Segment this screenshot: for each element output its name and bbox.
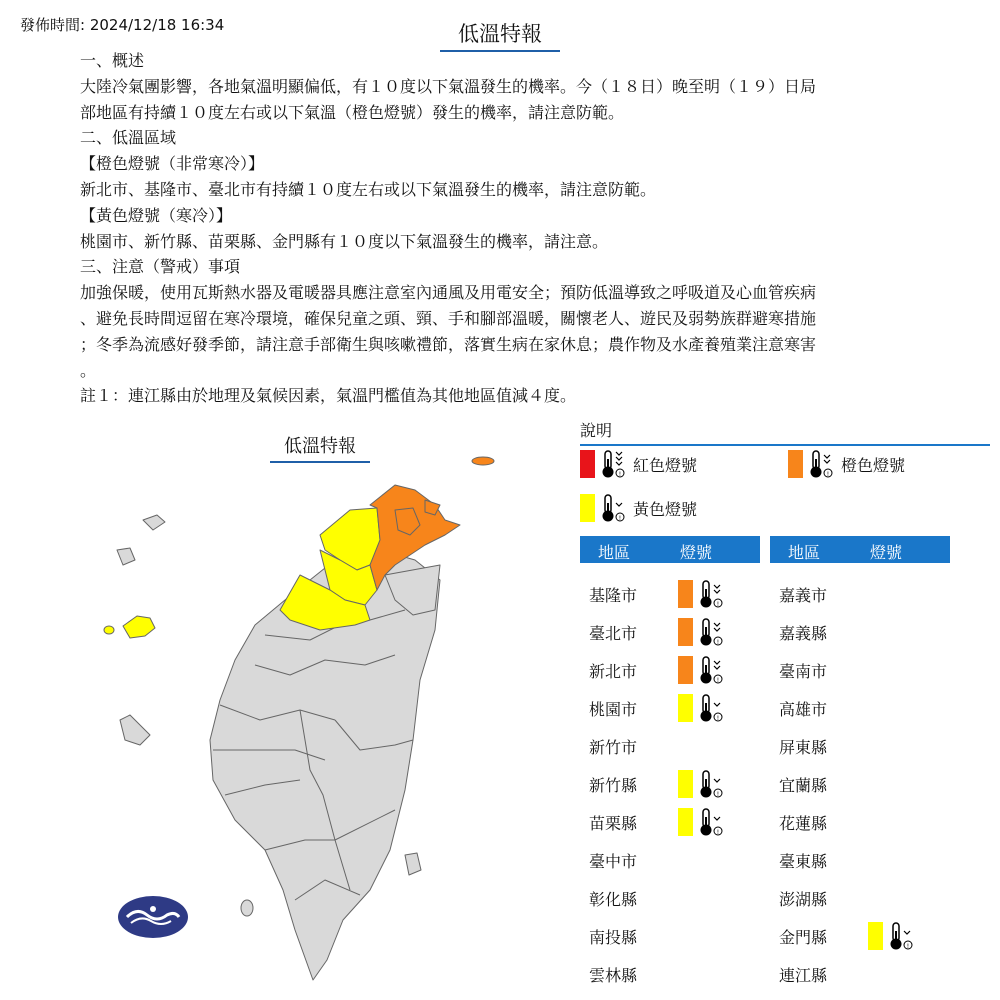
orange-signal-text: 新北市、基隆市、臺北市有持續１０度左右或以下氣溫發生的機率，請注意防範。	[80, 179, 657, 199]
thermometer-icon	[697, 655, 725, 685]
thermometer-icon	[599, 493, 627, 523]
publish-time: 發佈時間: 2024/12/18 16:34	[20, 16, 225, 34]
precaution-line-3: ；冬季為流感好發季節，請注意手部衛生與咳嗽禮節，落實生病在家休息；農作物及水產養殖業注意寒害	[80, 334, 817, 354]
map-region-green-island	[405, 853, 421, 875]
legend-red-swatch	[580, 450, 595, 478]
thermometer-icon	[697, 693, 725, 723]
thermometer-icon	[887, 921, 915, 951]
legend-orange-swatch	[788, 450, 803, 478]
column-header-region: 地區	[598, 543, 631, 562]
table-row	[580, 579, 760, 609]
table-row	[770, 693, 950, 723]
region-name: 澎湖縣	[779, 890, 828, 909]
table-row	[580, 731, 760, 761]
table-row	[770, 883, 950, 913]
region-name: 新竹市	[589, 738, 638, 757]
signal-yellow	[868, 921, 921, 951]
region-name: 臺南市	[779, 662, 828, 681]
region-name: 南投縣	[589, 928, 638, 947]
table-row	[580, 693, 760, 723]
signal-swatch	[678, 808, 693, 836]
signal-yellow	[678, 807, 731, 837]
yellow-signal-heading: 【黃色燈號（寒冷）】	[80, 205, 233, 225]
region-name: 基隆市	[589, 586, 638, 605]
legend-title: 說明	[580, 418, 990, 446]
signal-swatch	[868, 922, 883, 950]
table-header	[580, 536, 760, 563]
page-title: 低溫特報	[440, 18, 560, 52]
signal-orange	[678, 655, 731, 685]
region-name: 高雄市	[779, 700, 828, 719]
region-name: 金門縣	[779, 928, 828, 947]
legend-yellow	[580, 493, 697, 523]
region-name: 彰化縣	[589, 890, 638, 909]
signal-swatch	[678, 694, 693, 722]
cwa-logo	[117, 895, 189, 939]
table-row	[770, 959, 950, 989]
region-name: 苗栗縣	[589, 814, 638, 833]
column-header-signal: 燈號	[870, 543, 903, 562]
legend-yellow-swatch	[580, 494, 595, 522]
region-name: 屏東縣	[779, 738, 828, 757]
map-region-penghu	[120, 715, 150, 745]
section-heading-overview: 一、概述	[80, 51, 145, 70]
section-heading-precautions: 三、注意（警戒）事項	[80, 257, 241, 277]
thermometer-icon	[697, 769, 725, 799]
precaution-line-4: 。	[80, 360, 97, 380]
column-header-region: 地區	[788, 543, 821, 562]
table-row	[770, 579, 950, 609]
signal-swatch	[678, 770, 693, 798]
map-region-matsu	[472, 457, 494, 465]
table-row	[580, 807, 760, 837]
map-region-liuqiu	[241, 900, 253, 916]
legend-yellow-label: 黃色燈號	[633, 499, 698, 519]
region-name: 新竹縣	[589, 776, 638, 795]
region-name: 連江縣	[779, 966, 828, 985]
table-row	[580, 883, 760, 913]
table-row	[580, 845, 760, 875]
thermometer-icon	[697, 807, 725, 837]
table-row	[770, 769, 950, 799]
table-row	[770, 655, 950, 685]
legend-orange-label: 橙色燈號	[841, 455, 906, 475]
region-name: 宜蘭縣	[779, 776, 828, 795]
region-table-right	[770, 536, 950, 985]
region-name: 臺中市	[589, 852, 638, 871]
table-row	[580, 617, 760, 647]
region-name: 臺北市	[589, 624, 638, 643]
table-row	[770, 731, 950, 761]
yellow-signal-text: 桃園市、新竹縣、苗栗縣、金門縣有１０度以下氣溫發生的機率，請注意。	[80, 231, 609, 251]
table-row	[580, 921, 760, 951]
legend-orange	[788, 449, 905, 479]
region-name: 嘉義市	[779, 586, 828, 605]
signal-yellow	[678, 693, 731, 723]
note-line: 註１：連江縣由於地理及氣候因素，氣溫門檻值為其他地區值減４度。	[80, 386, 577, 406]
region-name: 桃園市	[589, 700, 638, 719]
signal-orange	[678, 579, 731, 609]
legend-red-label: 紅色燈號	[633, 455, 698, 475]
table-header	[770, 536, 950, 563]
table-row	[580, 655, 760, 685]
region-name: 臺東縣	[779, 852, 828, 871]
region-table-left	[580, 536, 760, 985]
table-row	[770, 807, 950, 837]
map-region-kinmen	[123, 616, 155, 638]
overview-line-2: 部地區有持續１０度左右或以下氣溫（橙色燈號）發生的機率，請注意防範。	[80, 102, 625, 122]
section-heading-regions: 二、低溫區域	[80, 128, 177, 148]
signal-orange	[678, 617, 731, 647]
thermometer-icon	[807, 449, 835, 479]
table-row	[770, 921, 950, 951]
orange-signal-heading: 【橙色燈號（非常寒冷）】	[80, 154, 265, 174]
signal-swatch	[678, 580, 693, 608]
region-name: 嘉義縣	[779, 624, 828, 643]
signal-yellow	[678, 769, 731, 799]
advisory-text	[80, 48, 920, 409]
map-region-west-island	[117, 548, 135, 565]
region-name: 雲林縣	[589, 966, 638, 985]
region-name: 花蓮縣	[779, 814, 828, 833]
legend-red	[580, 449, 697, 479]
overview-line-1: 大陸冷氣團影響，各地氣溫明顯偏低，有１０度以下氣溫發生的機率。今（１８日）晚至明（１９）日局	[80, 76, 817, 96]
signal-swatch	[678, 618, 693, 646]
signal-swatch	[678, 656, 693, 684]
region-name: 新北市	[589, 662, 638, 681]
precaution-line-2: 、避免長時間逗留在寒冷環境，確保兒童之頭、頸、手和腳部溫暖，關懷老人、遊民及弱勢族群避寒措施	[80, 308, 817, 328]
map-region-north-island	[143, 515, 165, 530]
thermometer-icon	[697, 617, 725, 647]
table-row	[770, 617, 950, 647]
table-row	[770, 845, 950, 875]
map-title: 低溫特報	[270, 432, 370, 463]
thermometer-icon	[697, 579, 725, 609]
table-row	[580, 769, 760, 799]
column-header-signal: 燈號	[680, 543, 713, 562]
thermometer-icon	[599, 449, 627, 479]
precaution-line-1: 加強保暖，使用瓦斯熱水器及電暖器具應注意室內通風及用電安全；預防低溫導致之呼吸道及心血管疾病	[80, 283, 817, 303]
table-row	[580, 959, 760, 989]
map-region-lieyu	[104, 626, 114, 634]
